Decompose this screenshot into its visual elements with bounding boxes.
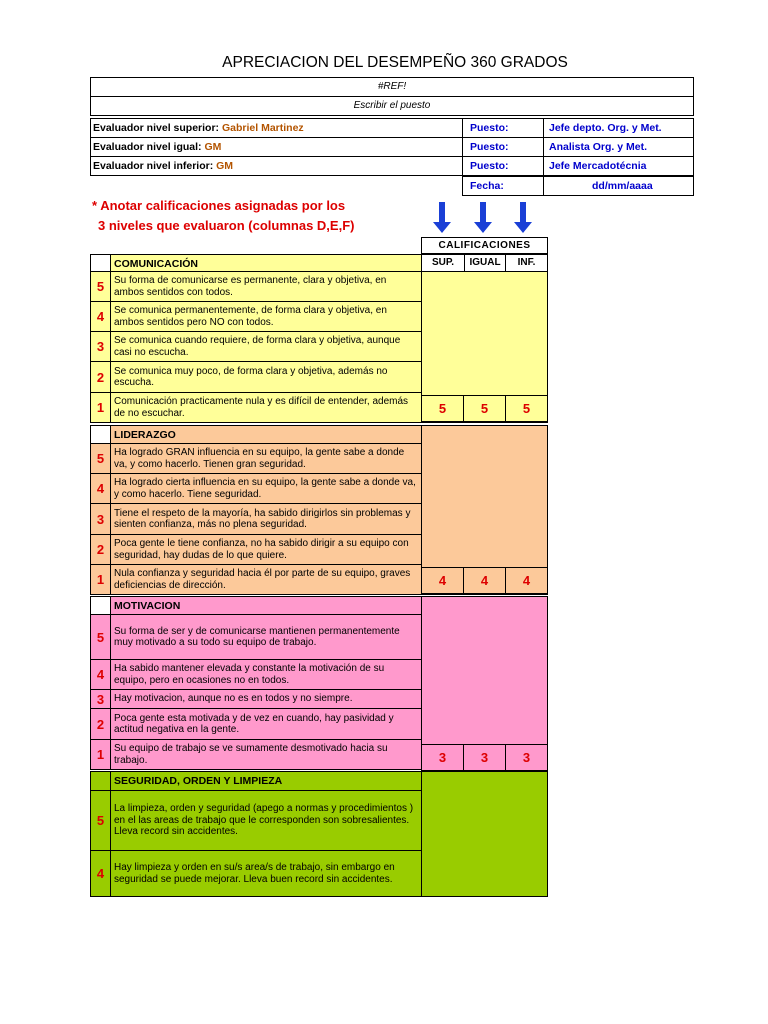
evaluator-inferior-name[interactable]: GM <box>216 160 234 172</box>
criterion-text: Su forma de comunicarse es permanente, clara y objetiva, en ambos sentidos con todos. <box>110 271 422 302</box>
score-label: 2 <box>90 361 111 393</box>
col-head-sup: SUP. <box>421 254 465 272</box>
score-label: 3 <box>90 331 111 362</box>
calificaciones-header: CALIFICACIONES <box>421 237 548 254</box>
section-header-comunicacion: COMUNICACIÓN <box>110 254 422 272</box>
evaluator-igual-name[interactable]: GM <box>204 141 222 153</box>
page-title: APRECIACION DEL DESEMPEÑO 360 GRADOS <box>222 54 568 71</box>
criterion-text: Poca gente esta motivada y de vez en cuando, hay pasividad y actitud negativa en la gente. <box>110 708 422 740</box>
section-lead-cell <box>90 254 111 272</box>
col-head-igual: IGUAL <box>464 254 506 272</box>
evaluator-superior-label <box>90 118 463 138</box>
score-label: 5 <box>90 790 111 851</box>
score-label: 1 <box>90 392 111 423</box>
criterion-text: Tiene el respeto de la mayoría, ha sabido dirigirlos sin problemas y sienten confianza, más no plena seguridad. <box>110 503 422 535</box>
section-lead-cell <box>90 771 111 791</box>
score-label: 4 <box>90 850 111 897</box>
note-line-2: 3 niveles que evaluaron (columnas D,E,F) <box>98 218 355 233</box>
section-lead-cell <box>90 596 111 615</box>
puesto-value-3[interactable]: Jefe Mercadotécnia <box>543 156 694 176</box>
score-label: 2 <box>90 708 111 740</box>
criterion-text: Hay limpieza y orden en su/s area/s de trabajo, sin embargo en seguridad se puede mejorar. Lleva buen record sin accidentes. <box>110 850 422 897</box>
grade-inf-liderazgo[interactable]: 4 <box>505 567 548 594</box>
grade-igual-motivacion[interactable]: 3 <box>463 744 506 771</box>
criterion-text: Hay motivacion, aunque no es en todos y no siempre. <box>110 689 422 709</box>
puesto-value-2[interactable]: Analista Org. y Met. <box>543 137 694 157</box>
grade-igual-comunicacion[interactable]: 5 <box>463 395 506 422</box>
score-label: 5 <box>90 443 111 474</box>
section-header-seguridad: SEGURIDAD, ORDEN Y LIMPIEZA <box>110 771 422 791</box>
ref-cell[interactable]: #REF! <box>90 77 694 97</box>
score-label: 2 <box>90 534 111 565</box>
position-hint-cell[interactable]: Escribir el puesto <box>90 96 694 116</box>
evaluator-igual-label <box>90 137 463 157</box>
puesto-label-2: Puesto: <box>462 137 544 157</box>
section-header-liderazgo: LIDERAZGO <box>110 425 422 444</box>
evaluator-inferior-text: Evaluador nivel inferior: <box>93 160 214 172</box>
criterion-text: La limpieza, orden y seguridad (apego a normas y procedimientos ) en el las areas de trabajo que le corresponden son sobresalientes. Lleva record sin accidentes. <box>110 790 422 851</box>
fecha-value[interactable]: dd/mm/aaaa <box>543 176 694 196</box>
criterion-text: Se comunica permanentemente, de forma clara y objetiva, en ambos sentidos pero NO con todos. <box>110 301 422 332</box>
criterion-text: Ha logrado GRAN influencia en su equipo, la gente sabe a donde va, y como hacerlo. Tienen gran seguridad. <box>110 443 422 474</box>
grades-block-seguridad <box>421 771 548 897</box>
grade-igual-liderazgo[interactable]: 4 <box>463 567 506 594</box>
criterion-text: Comunicación practicamente nula y es difícil de entender, además de no escuchar. <box>110 392 422 423</box>
criterion-text: Su equipo de trabajo se ve sumamente desmotivado hacia su trabajo. <box>110 739 422 770</box>
grade-sup-liderazgo[interactable]: 4 <box>421 567 464 594</box>
note-line-1: * Anotar calificaciones asignadas por los <box>92 198 346 213</box>
grade-inf-motivacion[interactable]: 3 <box>505 744 548 771</box>
down-arrow-icon <box>513 202 533 234</box>
score-label: 3 <box>90 689 111 709</box>
down-arrow-icon <box>473 202 493 234</box>
evaluator-igual-text: Evaluador nivel igual: <box>93 141 202 153</box>
score-label: 1 <box>90 564 111 595</box>
puesto-label-1: Puesto: <box>462 118 544 138</box>
puesto-label-3: Puesto: <box>462 156 544 176</box>
score-label: 5 <box>90 271 111 302</box>
grade-inf-comunicacion[interactable]: 5 <box>505 395 548 422</box>
grade-sup-comunicacion[interactable]: 5 <box>421 395 464 422</box>
puesto-value-1[interactable]: Jefe depto. Org. y Met. <box>543 118 694 138</box>
score-label: 1 <box>90 739 111 770</box>
score-label: 4 <box>90 473 111 504</box>
criterion-text: Nula confianza y seguridad hacia él por parte de su equipo, graves deficiencias de dirección. <box>110 564 422 595</box>
score-label: 4 <box>90 301 111 332</box>
evaluator-inferior-label <box>90 156 463 176</box>
score-label: 5 <box>90 614 111 660</box>
criterion-text: Ha logrado cierta influencia en su equipo, la gente sabe a donde va, y como hacerlo. Tiene seguridad. <box>110 473 422 504</box>
evaluator-superior-text: Evaluador nivel superior: <box>93 122 220 134</box>
score-label: 4 <box>90 659 111 690</box>
criterion-text: Ha sabido mantener elevada y constante la motivación de su equipo, pero en ocasiones no en todos. <box>110 659 422 690</box>
criterion-text: Se comunica muy poco, de forma clara y objetiva, además no escucha. <box>110 361 422 393</box>
score-label: 3 <box>90 503 111 535</box>
evaluator-superior-name[interactable]: Gabriel Martinez <box>221 122 304 134</box>
fecha-label: Fecha: <box>462 176 544 196</box>
col-head-inf: INF. <box>505 254 548 272</box>
criterion-text: Se comunica cuando requiere, de forma clara y objetiva, aunque casi no escucha. <box>110 331 422 362</box>
section-lead-cell <box>90 425 111 444</box>
grade-sup-motivacion[interactable]: 3 <box>421 744 464 771</box>
criterion-text: Su forma de ser y de comunicarse mantienen permanentemente muy motivado a su todo su equipo de trabajo. <box>110 614 422 660</box>
down-arrow-icon <box>432 202 452 234</box>
criterion-text: Poca gente le tiene confianza, no ha sabido dirigir a su equipo con seguridad, hay dudas de lo que quiere. <box>110 534 422 565</box>
section-header-motivacion: MOTIVACION <box>110 596 422 615</box>
